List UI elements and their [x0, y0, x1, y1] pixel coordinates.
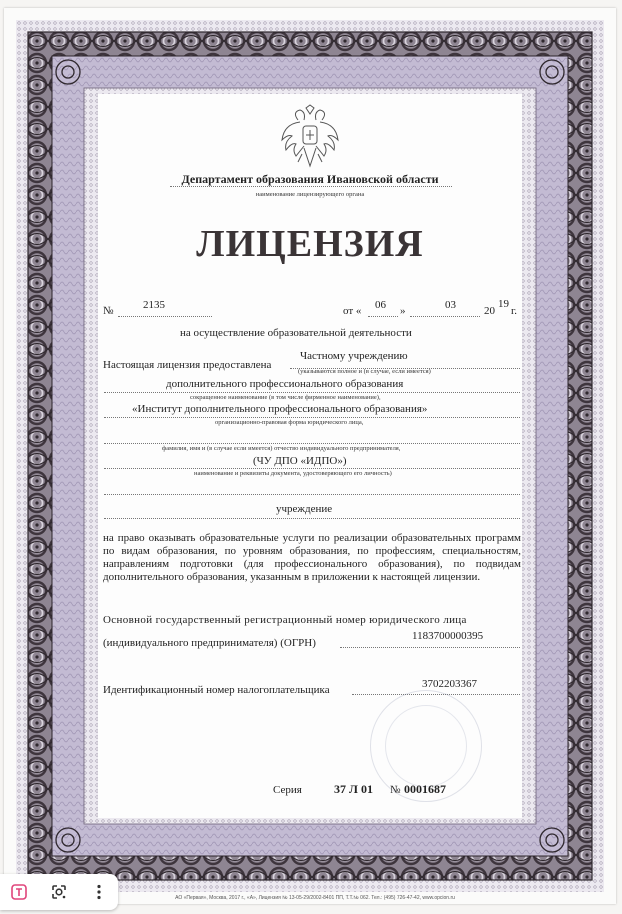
year-prefix: 20 — [484, 305, 495, 317]
series-label: Серия — [273, 784, 302, 796]
issue-month: 03 — [445, 299, 456, 311]
series-number: 0001687 — [404, 782, 446, 796]
license-rights-text: на право оказывать образовательные услуги по реализации образовательных программ по видам образования, по уровням образования, по профессиям, специальностям, направлениям подготовки (для профессионального образования), по подвидам дополнительного образования, указанным в приложении к настоящей лицензии. — [103, 532, 521, 583]
grantee-short-name: (ЧУ ДПО «ИДПО») — [253, 455, 347, 467]
issuing-authority: Департамент образования Ивановской области — [181, 172, 439, 186]
ogrn-underline — [340, 647, 520, 648]
grantee-underline-6 — [104, 494, 520, 495]
grantee-line-1: Частному учреждению — [300, 350, 408, 362]
authority-underline — [170, 186, 452, 187]
grantee-caption-1: (указываются полное и (в случае, если имеется) — [298, 368, 431, 375]
grantee-caption-4: фамилия, имя и (в случае если имеется) отчество индивидуального предпринимателя, — [162, 445, 401, 452]
year-end: г. — [511, 305, 518, 317]
number-label: № — [103, 305, 114, 317]
day-underline — [368, 316, 398, 317]
issue-day: 06 — [375, 299, 386, 311]
grantee-underline-5 — [104, 468, 520, 469]
lens-button[interactable] — [46, 880, 72, 904]
ogrn-value: 1183700000395 — [412, 630, 484, 642]
number-underline — [118, 316, 212, 317]
grantee-caption-3: организационно-правовая форма юридического лица, — [215, 419, 364, 426]
grantee-caption-2: сокращенное наименование (в том числе фирменное наименование), — [190, 394, 381, 401]
translate-icon — [10, 883, 28, 901]
grantee-underline-2 — [104, 392, 520, 393]
license-purpose: на осуществление образовательной деятельности — [180, 327, 412, 339]
year-suffix: 19 — [498, 298, 509, 310]
grantee-underline-7 — [104, 518, 520, 519]
more-icon — [90, 883, 108, 901]
lens-icon — [50, 883, 68, 901]
grantee-line-2: дополнительного профессионального образования — [166, 378, 404, 390]
grantee-underline-4 — [104, 443, 520, 444]
license-number: 2135 — [143, 299, 165, 311]
document-title: ЛИЦЕНЗИЯ — [196, 223, 424, 265]
ogrn-label-2: (индивидуального предпринимателя) (ОГРН) — [103, 637, 316, 649]
ogrn-label-1: Основной государственный регистрационный номер юридического лица — [103, 614, 467, 626]
grantee-line-3: «Институт дополнительного профессионального образования» — [132, 403, 428, 415]
series-value: 37 Л 01 — [334, 782, 373, 796]
image-viewer-toolbar — [0, 874, 118, 910]
grantee-type: учреждение — [276, 503, 333, 515]
printer-imprint: АО «Первая», Москва, 2017 г., «А», Лицензия № 13-05-29/2002-8401 ПП, Т.Т.№ 062. Тел.: (495) 726-47-42, www.opcion.ru — [175, 895, 455, 901]
day-close: » — [400, 305, 406, 317]
more-options-button[interactable] — [86, 880, 112, 904]
inn-value: 3702203367 — [422, 678, 477, 690]
series-number-label: № — [390, 784, 401, 796]
seal-mark-inner — [385, 705, 467, 787]
grantee-label: Настоящая лицензия предоставлена — [103, 359, 272, 371]
translate-button[interactable] — [6, 880, 32, 904]
coat-of-arms-emblem — [278, 104, 342, 170]
date-prefix: от « — [343, 305, 362, 317]
month-underline — [410, 316, 480, 317]
authority-caption: наименование лицензирующего органа — [255, 191, 365, 198]
inn-label: Идентификационный номер налогоплательщика — [103, 684, 330, 696]
grantee-underline-3 — [104, 417, 520, 418]
grantee-caption-5: наименование и реквизиты документа, удостоверяющего его личность) — [194, 470, 392, 477]
